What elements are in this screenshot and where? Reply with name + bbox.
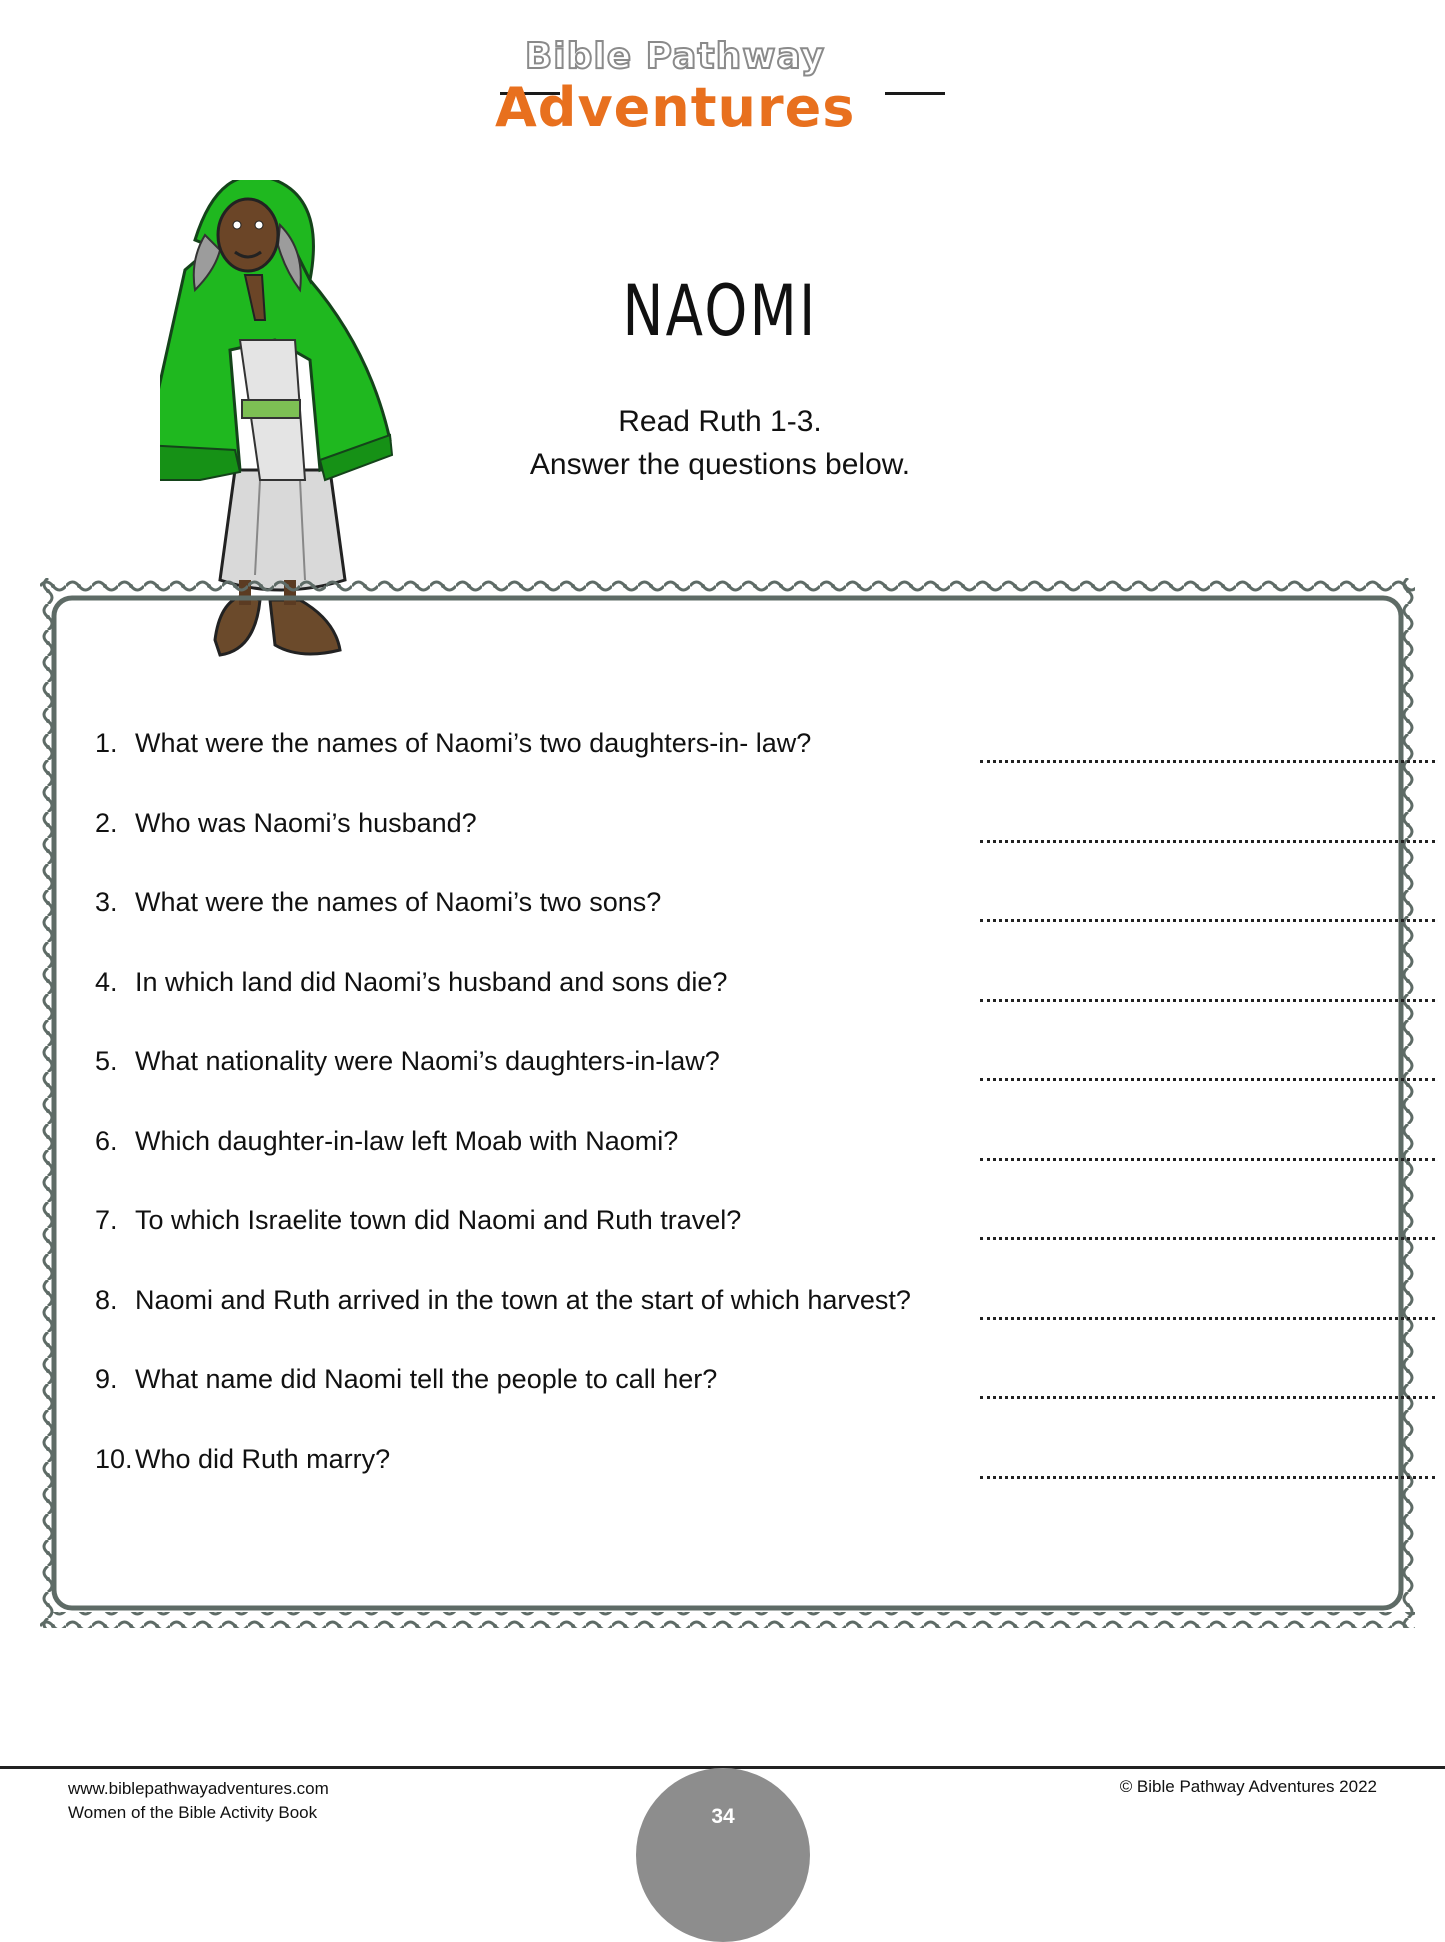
answer-line[interactable] [980,1374,1435,1399]
question-text: Which daughter-in-law left Moab with Naomi? [135,1126,679,1156]
answer-line[interactable] [980,818,1435,843]
question-7 [95,1205,1345,1245]
answer-line[interactable] [980,1136,1435,1161]
instruction-line-1: Read Ruth 1-3. [618,405,822,438]
question-text: What were the names of Naomi’s two daughters-in- law? [135,728,812,758]
question-number: 4. [95,967,118,997]
question-number: 1. [95,728,118,758]
question-text: What were the names of Naomi’s two sons? [135,887,662,917]
question-text: To which Israelite town did Naomi and Ruth travel? [135,1205,742,1235]
question-number: 6. [95,1126,118,1156]
instruction-line-2: Answer the questions below. [529,448,911,481]
question-3 [95,887,1345,927]
question-2 [95,808,1345,848]
question-6 [95,1126,1345,1166]
question-5 [95,1046,1345,1086]
question-number: 3. [95,887,118,917]
question-number: 7. [95,1205,118,1235]
question-text: What nationality were Naomi’s daughters-in-law? [135,1046,720,1076]
logo-main-text: Adventures [495,76,856,139]
question-number: 2. [95,808,118,838]
question-number: 5. [95,1046,118,1076]
question-number: 9. [95,1364,118,1394]
answer-line[interactable] [980,977,1435,1002]
question-number: 8. [95,1285,118,1315]
question-10 [95,1444,1345,1484]
question-4 [95,967,1345,1007]
question-text: In which land did Naomi’s husband and sons die? [135,967,728,997]
footer-website[interactable]: www.biblepathwayadventures.com [68,1779,329,1798]
page-title: NAOMI [622,270,818,352]
logo [495,30,855,140]
question-text: What name did Naomi tell the people to call her? [135,1364,718,1394]
answer-line[interactable] [980,1295,1435,1320]
footer-copyright: © Bible Pathway Adventures 2022 [1119,1777,1377,1796]
page-number: 34 [711,1805,735,1828]
page-number-tab [636,1768,810,1942]
question-text: Who did Ruth marry? [135,1444,391,1474]
question-1 [95,728,1345,768]
logo-right-rule [885,92,945,95]
answer-line[interactable] [980,1454,1435,1479]
question-9 [95,1364,1345,1404]
footer-left [68,1777,329,1825]
answer-line[interactable] [980,897,1435,922]
logo-top-text: Bible Pathway [524,36,826,77]
question-text: Naomi and Ruth arrived in the town at the start of which harvest? [135,1285,911,1315]
question-number: 10. [95,1444,133,1474]
answer-line[interactable] [980,1215,1435,1240]
answer-line[interactable] [980,1056,1435,1081]
question-8 [95,1285,1345,1325]
answer-line[interactable] [980,738,1435,763]
footer-book-title: Women of the Bible Activity Book [68,1803,318,1822]
question-text: Who was Naomi’s husband? [135,808,477,838]
